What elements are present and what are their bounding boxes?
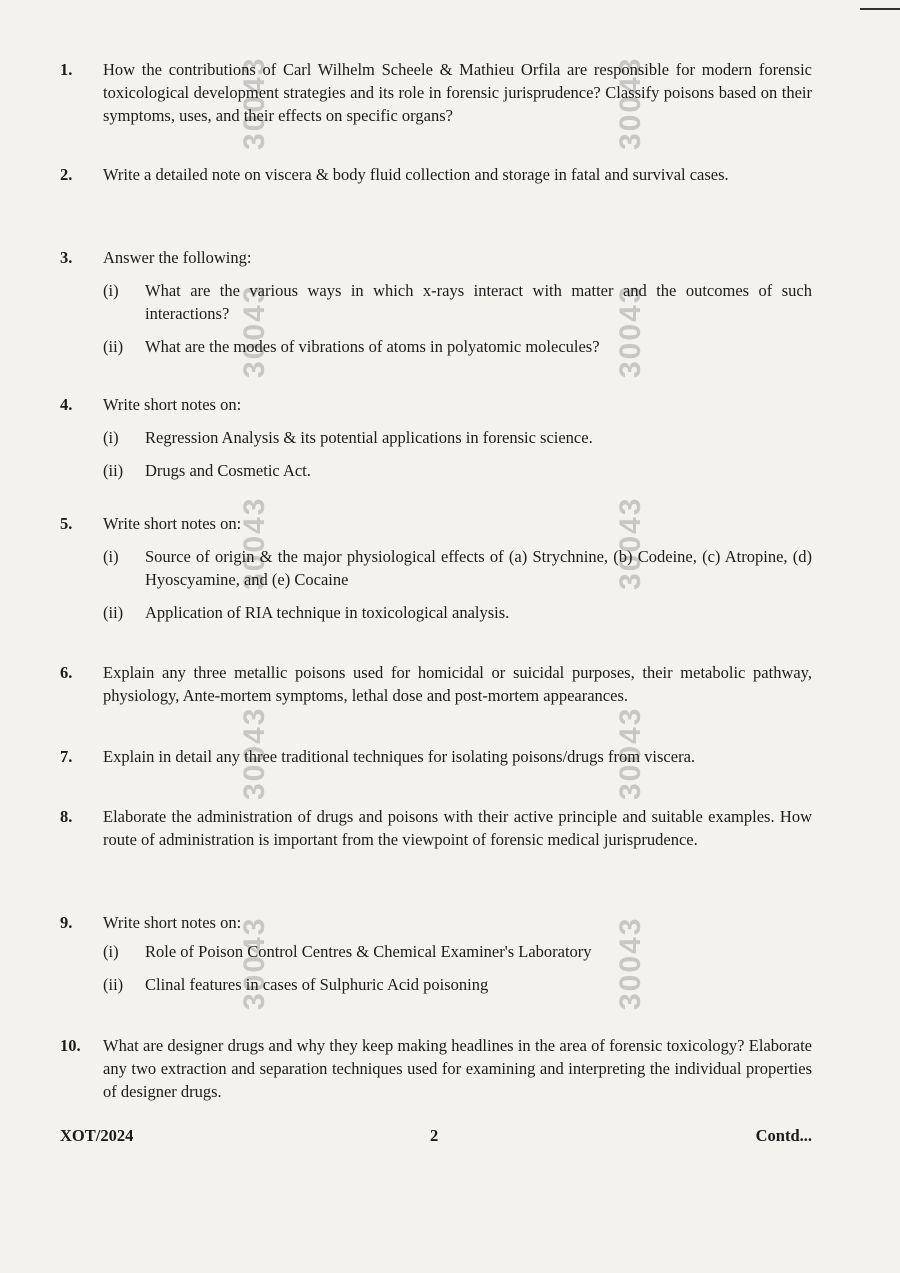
- continued-label: Contd...: [755, 1126, 812, 1145]
- sub-question-text: What are the modes of vibrations of atoms in polyatomic molecules?: [145, 337, 600, 356]
- watermark-stamp: 30043: [614, 284, 647, 378]
- sub-question-text: Application of RIA technique in toxicological analysis.: [145, 603, 510, 622]
- sub-question-text: Drugs and Cosmetic Act.: [145, 461, 311, 480]
- question-number: 1.: [60, 60, 73, 79]
- watermark-stamp: 30043: [238, 916, 271, 1010]
- question-4: [60, 393, 812, 482]
- sub-question-text: What are the various ways in which x-rays interact with matter and the outcomes of such interactions?: [145, 281, 812, 323]
- question-6: [60, 661, 812, 707]
- question-1: [60, 58, 812, 127]
- watermark-stamp: 30043: [614, 916, 647, 1010]
- sub-question: [103, 335, 812, 358]
- question-text: Elaborate the administration of drugs and poisons with their active principle and suitable examples. How route of administration is important from the viewpoint of forensic medical jurisprudence.: [103, 807, 812, 849]
- question-number: 8.: [60, 807, 73, 826]
- question-text: Write short notes on:: [103, 395, 242, 414]
- question-text: What are designer drugs and why they keep making headlines in the area of forensic toxicology? Elaborate any two extraction and separation techniques used for examining and interpreting the individual properties of designer drugs.: [103, 1036, 812, 1101]
- watermark-stamp: 30043: [614, 496, 647, 590]
- question-text: Explain in detail any three traditional techniques for isolating poisons/drugs from viscera.: [103, 747, 696, 766]
- sub-question-text: Source of origin & the major physiological effects of (a) Strychnine, (b) Codeine, (c) Atropine, (d) Hyoscyamine, and (e) Cocaine: [145, 547, 812, 589]
- sub-question: [103, 426, 812, 449]
- sub-question-number: (i): [103, 428, 119, 447]
- question-text: Write a detailed note on viscera & body fluid collection and storage in fatal and survival cases.: [103, 165, 729, 184]
- question-number: 5.: [60, 514, 73, 533]
- sub-question: [103, 545, 812, 591]
- page-number: 2: [430, 1126, 439, 1145]
- question-9: [60, 911, 812, 996]
- sub-question: [103, 601, 812, 624]
- sub-question-number: (ii): [103, 461, 124, 480]
- question-3: [60, 246, 812, 358]
- corner-mark: [860, 8, 900, 10]
- sub-question-text: Regression Analysis & its potential applications in forensic science.: [145, 428, 593, 447]
- watermark-stamp: 30043: [238, 56, 271, 150]
- watermark-stamp: 30043: [238, 284, 271, 378]
- sub-question-number: (ii): [103, 603, 124, 622]
- sub-question-text: Clinal features in cases of Sulphuric Acid poisoning: [145, 975, 489, 994]
- question-10: [60, 1034, 812, 1103]
- question-8: [60, 805, 812, 851]
- watermark-stamp: 30043: [238, 706, 271, 800]
- sub-question-number: (i): [103, 547, 119, 566]
- question-text: Explain any three metallic poisons used for homicidal or suicidal purposes, their metabolic pathway, physiology, Ante-mortem symptoms, lethal dose and post-mortem appearances.: [103, 663, 812, 705]
- question-5: [60, 512, 812, 624]
- question-number: 3.: [60, 248, 73, 267]
- question-2: [60, 163, 812, 186]
- sub-question-text: Role of Poison Control Centres & Chemical Examiner's Laboratory: [145, 942, 592, 961]
- question-number: 4.: [60, 395, 73, 414]
- question-number: 10.: [60, 1036, 81, 1055]
- sub-question: [103, 279, 812, 325]
- question-number: 6.: [60, 663, 73, 682]
- sub-question-number: (ii): [103, 337, 124, 356]
- question-number: 2.: [60, 165, 73, 184]
- question-text: Write short notes on:: [103, 913, 242, 932]
- sub-question-number: (ii): [103, 975, 124, 994]
- sub-question: [103, 940, 812, 963]
- watermark-stamp: 30043: [238, 496, 271, 590]
- question-text: How the contributions of Carl Wilhelm Scheele & Mathieu Orfila are responsible for modern forensic toxicological development strategies and its role in forensic jurisprudence? Classify poisons based on their symptoms, uses, and their effects on specific organs?: [103, 60, 812, 125]
- watermark-stamp: 30043: [614, 56, 647, 150]
- watermark-stamp: 30043: [614, 706, 647, 800]
- sub-question-number: (i): [103, 281, 119, 300]
- sub-question: [103, 973, 812, 996]
- paper-code: XOT/2024: [60, 1126, 134, 1145]
- question-text: Write short notes on:: [103, 514, 242, 533]
- question-text: Answer the following:: [103, 248, 252, 267]
- question-number: 7.: [60, 747, 73, 766]
- question-7: [60, 745, 812, 768]
- sub-question: [103, 459, 812, 482]
- question-number: 9.: [60, 913, 73, 932]
- sub-question-number: (i): [103, 942, 119, 961]
